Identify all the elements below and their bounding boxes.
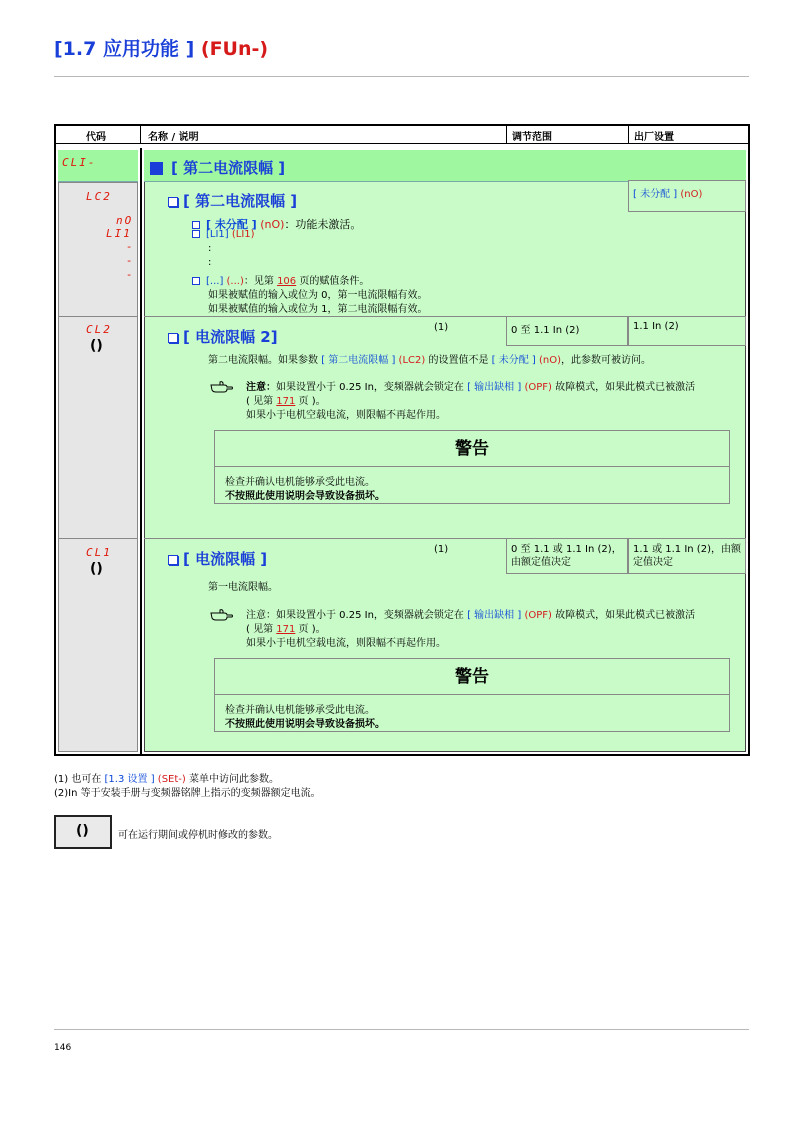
menu-row	[144, 150, 746, 182]
lc2-factory-cell	[628, 180, 746, 212]
small-checkbox-icon	[192, 277, 200, 285]
cl2-factory: 1.1 In (2)	[633, 321, 679, 332]
cl1-footnote-ref: (1)	[434, 544, 449, 555]
lc2-subcode-dash: -	[126, 268, 135, 281]
lc2-subcode-dash: -	[126, 240, 135, 253]
cl1-note-line: 如果小于电机空载电流，则限幅不再起作用。	[246, 638, 446, 649]
warning-line-2: 不按照此使用说明会导致设备损坏。	[225, 719, 385, 730]
footnote-2: (2)In 等于安装手册与变频器铭牌上指示的变频器额定电流。	[54, 788, 321, 799]
cl1-description: 第一电流限幅。	[208, 582, 278, 593]
footer-rule	[54, 1029, 749, 1030]
modifiable-icon: ()	[90, 338, 103, 354]
lc2-line-b: 如果被赋值的输入或位为 1，第二电流限幅有效。	[208, 304, 428, 315]
page-link-171[interactable]: 171	[276, 624, 296, 635]
pointing-hand-icon	[210, 380, 234, 394]
col-range-header: 调节范围	[512, 132, 552, 143]
title-code: (FUn-)	[200, 38, 269, 60]
col-code-header: 代码	[86, 132, 106, 143]
lc2-dots: :	[208, 257, 212, 268]
col-factory-header: 出厂设置	[634, 132, 674, 143]
lc2-option-no: [ 未分配 ] (nO)：功能未激活。	[192, 216, 361, 232]
cl1-note-ref: ( 见第 171 页 )。	[246, 624, 326, 635]
lc2-subcode-li1: LI1	[106, 227, 132, 240]
warning-title: 警告	[215, 431, 729, 467]
cl2-note-ref: ( 见第 171 页 )。	[246, 396, 326, 407]
warning-title: 警告	[215, 659, 729, 695]
modifiable-icon: ()	[76, 823, 89, 839]
table-header	[56, 126, 748, 144]
cl1-factory-line-2: 定值决定	[633, 557, 673, 568]
checkbox-icon	[168, 333, 178, 343]
page-link-171[interactable]: 171	[276, 396, 296, 407]
col-name-header: 名称 / 说明	[148, 132, 199, 143]
legend-text: 可在运行期间或停机时修改的参数。	[118, 830, 278, 841]
menu-code-cell	[58, 150, 138, 182]
page-number: 146	[54, 1043, 72, 1053]
cl1-factory-line-1: 1.1 或 1.1 In (2)，由额	[633, 544, 741, 555]
cl2-warning-box	[214, 430, 730, 504]
lc2-subcode-dash: -	[126, 254, 135, 267]
cl2-code: CL2	[86, 323, 112, 336]
page-title	[54, 34, 268, 61]
warning-line-1: 检查并确认电机能够承受此电流。	[225, 705, 375, 716]
lc2-dots: :	[208, 243, 212, 254]
checkbox-icon	[168, 555, 178, 565]
cl1-factory-cell	[628, 538, 746, 574]
cl2-title: [ 电流限幅 2]	[168, 326, 278, 347]
filled-square-icon	[150, 162, 163, 175]
legend-symbol-box	[54, 815, 112, 849]
cl1-title: [ 电流限幅 ]	[168, 548, 267, 569]
cl1-range-line-2: 由额定值决定	[511, 557, 571, 568]
page-link-106[interactable]: 106	[277, 276, 297, 287]
cl1-range-cell	[506, 538, 628, 574]
cl1-range-line-1: 0 至 1.1 或 1.1 In (2)，	[511, 544, 622, 555]
lc2-line-a: 如果被赋值的输入或位为 0，第一电流限幅有效。	[208, 290, 428, 301]
cl1-code: CL1	[86, 546, 112, 559]
lc2-subcode-no: nO	[116, 214, 134, 227]
cl2-factory-cell	[628, 316, 746, 346]
cl2-note: 注意：如果设置小于 0.25 In，变频器就会锁定在 [ 输出缺相 ] (OPF) 故障模式，如果此模式已被激活	[246, 382, 696, 393]
cl2-range: 0 至 1.1 In (2)	[511, 325, 580, 336]
lc2-code: LC2	[86, 190, 112, 203]
cl1-note: 注意：如果设置小于 0.25 In，变频器就会锁定在 [ 输出缺相 ] (OPF) 故障模式，如果此模式已被激活	[246, 610, 696, 621]
settings-menu-link[interactable]: [1.3 设置 ]	[104, 774, 155, 785]
title-main: [1.7 应用功能 ]	[54, 38, 195, 60]
warning-line-2: 不按照此使用说明会导致设备损坏。	[225, 491, 385, 502]
small-checkbox-icon	[192, 221, 200, 229]
lc2-option-li1: [LI1] (LI1)	[192, 229, 255, 240]
parameter-table	[54, 124, 750, 756]
cl2-note-line: 如果小于电机空载电流，则限幅不再起作用。	[246, 410, 446, 421]
lc2-title: [ 第二电流限幅 ]	[168, 190, 297, 211]
cl2-range-cell	[506, 316, 628, 346]
lc2-factory: [ 未分配 ]	[633, 189, 678, 200]
small-checkbox-icon	[192, 230, 200, 238]
lc2-option-other: [...] (...)：见第 106 页的赋值条件。	[192, 272, 369, 287]
checkbox-icon	[168, 197, 178, 207]
lc2-factory-code: (nO)	[680, 189, 703, 200]
cl1-warning-box	[214, 658, 730, 732]
modifiable-icon: ()	[90, 561, 103, 577]
pointing-hand-icon	[210, 608, 234, 622]
menu-code: CLI-	[62, 156, 97, 169]
header-rule	[54, 76, 749, 77]
cl2-description: 第二电流限幅。如果参数 [ 第二电流限幅 ] (LC2) 的设置值不是 [ 未分配 ] (nO)，此参数可被访问。	[208, 355, 651, 366]
warning-line-1: 检查并确认电机能够承受此电流。	[225, 477, 375, 488]
cl2-footnote-ref: (1)	[434, 322, 449, 333]
menu-title: [ 第二电流限幅 ]	[150, 157, 285, 178]
footnote-1: (1) 也可在 [1.3 设置 ] (SEt-) 菜单中访问此参数。	[54, 774, 279, 785]
